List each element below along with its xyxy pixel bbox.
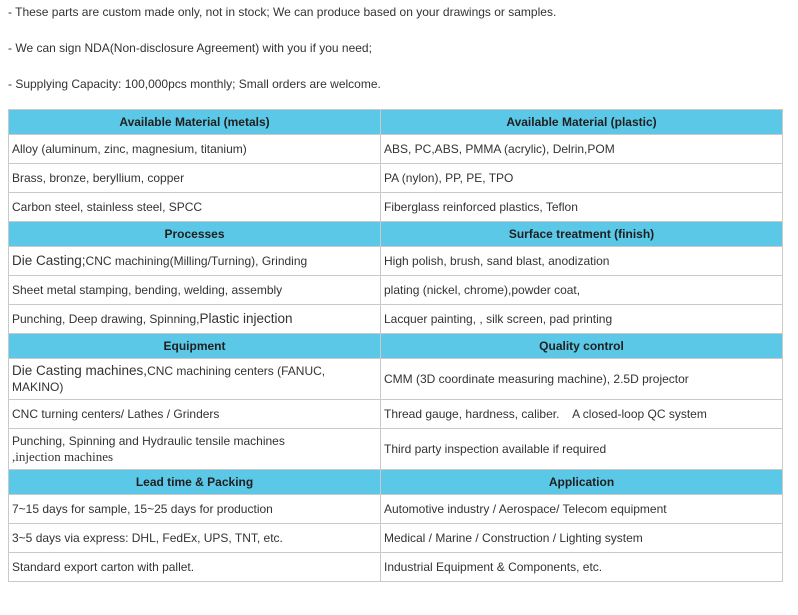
cell-text: Punching, Deep drawing, Spinning, bbox=[12, 312, 200, 326]
cell-text-large: Die Casting machines, bbox=[12, 363, 148, 378]
table-cell bbox=[9, 429, 381, 470]
table-row bbox=[9, 400, 783, 429]
table-cell: PA (nylon), PP, PE, TPO bbox=[381, 164, 783, 193]
header-materials-metals: Available Material (metals) bbox=[9, 110, 381, 135]
note-supplying-capacity: - Supplying Capacity: 100,000pcs monthly; Small orders are welcome. bbox=[8, 77, 381, 91]
table-row bbox=[9, 193, 783, 222]
note-custom-made: - These parts are custom made only, not in stock; We can produce based on your drawings or samples. bbox=[8, 5, 557, 19]
table-row bbox=[9, 429, 783, 470]
table-row bbox=[9, 247, 783, 276]
note-nda: - We can sign NDA(Non-disclosure Agreement) with you if you need; bbox=[8, 41, 372, 55]
cell-text: Punching, Spinning and Hydraulic tensile machines bbox=[12, 434, 285, 448]
table-row bbox=[9, 164, 783, 193]
header-surface-treatment: Surface treatment (finish) bbox=[381, 222, 783, 247]
header-materials-plastic: Available Material (plastic) bbox=[381, 110, 783, 135]
table-row bbox=[9, 553, 783, 582]
table-row bbox=[9, 359, 783, 400]
table-cell: 7~15 days for sample, 15~25 days for production bbox=[9, 495, 381, 524]
table-cell: Automotive industry / Aerospace/ Telecom equipment bbox=[381, 495, 783, 524]
table-cell: Fiberglass reinforced plastics, Teflon bbox=[381, 193, 783, 222]
section-header-row bbox=[9, 110, 783, 135]
table-cell: ABS, PC,ABS, PMMA (acrylic), Delrin,POM bbox=[381, 135, 783, 164]
table-cell bbox=[9, 247, 381, 276]
cell-text: CNC machining centers (FANUC, MAKINO) bbox=[12, 364, 326, 394]
table-cell bbox=[9, 305, 381, 334]
header-equipment: Equipment bbox=[9, 334, 381, 359]
table-cell: High polish, brush, sand blast, anodization bbox=[381, 247, 783, 276]
header-quality-control: Quality control bbox=[381, 334, 783, 359]
cell-text-large: Plastic injection bbox=[199, 311, 293, 326]
table-cell: Medical / Marine / Construction / Lighting system bbox=[381, 524, 783, 553]
table-cell: Thread gauge, hardness, caliber. A closed-loop QC system bbox=[381, 400, 783, 429]
section-header-row bbox=[9, 222, 783, 247]
table-cell: Industrial Equipment & Components, etc. bbox=[381, 553, 783, 582]
header-application: Application bbox=[381, 470, 783, 495]
table-cell: Third party inspection available if required bbox=[381, 429, 783, 470]
section-header-row bbox=[9, 334, 783, 359]
header-processes: Processes bbox=[9, 222, 381, 247]
table-cell: plating (nickel, chrome),powder coat, bbox=[381, 276, 783, 305]
table-cell: CMM (3D coordinate measuring machine), 2.5D projector bbox=[381, 359, 783, 400]
table-cell: Sheet metal stamping, bending, welding, assembly bbox=[9, 276, 381, 305]
table-cell bbox=[9, 359, 381, 400]
header-lead-time-packing: Lead time & Packing bbox=[9, 470, 381, 495]
table-cell: Alloy (aluminum, zinc, magnesium, titanium) bbox=[9, 135, 381, 164]
table-row bbox=[9, 276, 783, 305]
table-cell: Standard export carton with pallet. bbox=[9, 553, 381, 582]
table-row bbox=[9, 135, 783, 164]
table-row bbox=[9, 524, 783, 553]
table-cell: 3~5 days via express: DHL, FedEx, UPS, TNT, etc. bbox=[9, 524, 381, 553]
table-cell: Carbon steel, stainless steel, SPCC bbox=[9, 193, 381, 222]
spec-table bbox=[8, 109, 783, 582]
section-header-row bbox=[9, 470, 783, 495]
cell-text-large: Die Casting; bbox=[12, 253, 86, 268]
table-row bbox=[9, 495, 783, 524]
table-row bbox=[9, 305, 783, 334]
cell-text-serif: ,injection machines bbox=[12, 449, 114, 464]
table-cell: Lacquer painting, , silk screen, pad printing bbox=[381, 305, 783, 334]
cell-text: CNC machining(Milling/Turning), Grinding bbox=[85, 254, 308, 268]
table-cell: CNC turning centers/ Lathes / Grinders bbox=[9, 400, 381, 429]
table-cell: Brass, bronze, beryllium, copper bbox=[9, 164, 381, 193]
